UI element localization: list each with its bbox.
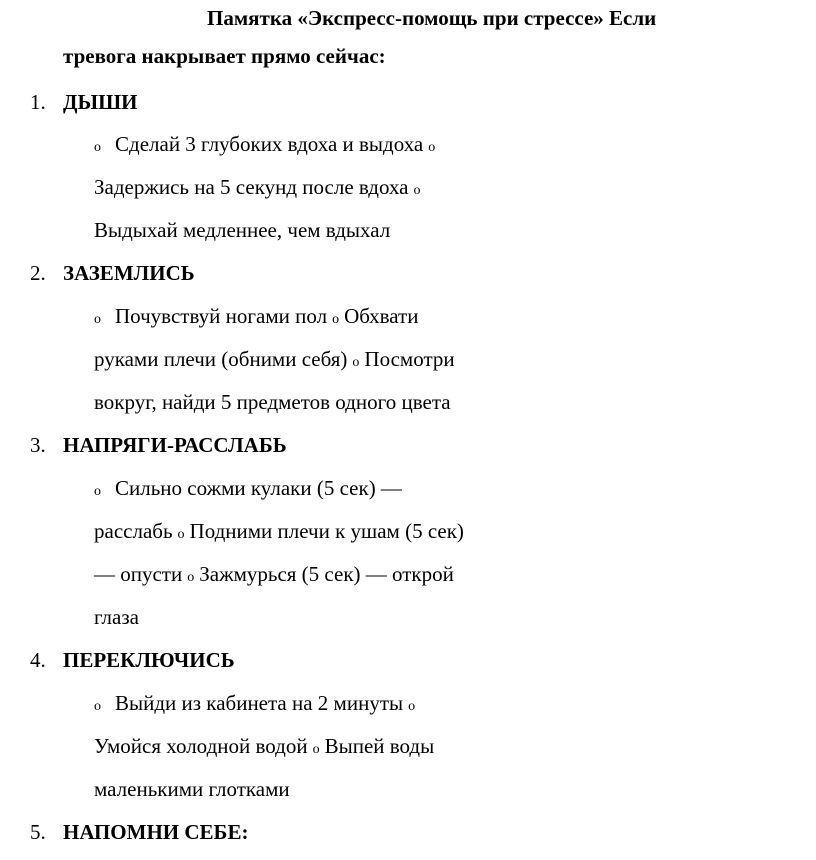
list-item-text: Выйди из кабинета на 2 минуты <box>115 691 404 715</box>
section-3-line-3 <box>94 562 454 590</box>
list-item-text: Посмотри <box>364 347 455 371</box>
section-3-line-1 <box>94 476 402 504</box>
section-2-line-2 <box>94 347 455 375</box>
section-4-line-2 <box>94 734 434 762</box>
bullet-icon: o <box>94 484 101 499</box>
bullet-icon: o <box>177 527 185 542</box>
section-1-line-3 <box>94 218 390 242</box>
list-item-text: Выдыхай медленнее, чем вдыхал <box>94 218 391 242</box>
section-2-line-1 <box>94 304 418 332</box>
bullet-icon: o <box>408 699 416 714</box>
section-1-heading: ДЫШИ <box>63 90 138 114</box>
list-item-text: Выпей воды <box>324 734 435 758</box>
bullet-icon: o <box>94 699 101 714</box>
bullet-icon: o <box>332 312 340 327</box>
section-4-line-1 <box>94 691 420 719</box>
bullet-icon: o <box>312 742 320 757</box>
section-3-heading: НАПРЯГИ-РАССЛАБЬ <box>63 433 287 457</box>
section-3-number: 3. <box>30 433 46 457</box>
section-1-number: 1. <box>30 90 46 114</box>
list-item-text: вокруг, найди 5 предметов одного цвета <box>94 390 451 414</box>
list-item-text: Почувствуй ногами пол <box>115 304 328 328</box>
bullet-icon: o <box>187 570 195 585</box>
list-item-text: маленькими глотками <box>94 777 290 801</box>
list-item-text: Сделай 3 глубоких вдоха и выдоха <box>115 132 424 156</box>
section-2-number: 2. <box>30 261 46 285</box>
list-item-text: Зажмурься (5 сек) — открой <box>199 562 454 586</box>
bullet-icon: o <box>94 140 101 155</box>
title-line-2: тревога накрывает прямо сейчас: <box>63 44 386 68</box>
bullet-icon: o <box>352 355 360 370</box>
list-item-text: расслабь <box>94 519 173 543</box>
list-item-text: руками плечи (обними себя) <box>94 347 348 371</box>
title-line-1: Памятка «Экспресс-помощь при стрессе» Если <box>207 6 657 30</box>
section-3-line-2 <box>94 519 464 547</box>
list-item-text: — опусти <box>94 562 183 586</box>
list-item-text: Подними плечи к ушам (5 сек) <box>189 519 464 543</box>
section-3-line-4 <box>94 605 139 629</box>
section-1-line-2 <box>94 175 426 203</box>
list-item-text: Обхвати <box>344 304 419 328</box>
section-4-line-3 <box>94 777 290 801</box>
list-item-text: Умойся холодной водой <box>94 734 308 758</box>
section-2-heading: ЗАЗЕМЛИСЬ <box>63 261 195 285</box>
section-1-line-1 <box>94 132 440 160</box>
bullet-icon: o <box>428 140 436 155</box>
list-item-text: Сильно сожми кулаки (5 сек) — <box>115 476 402 500</box>
bullet-icon: o <box>94 312 101 327</box>
section-4-number: 4. <box>30 648 46 672</box>
section-5-number: 5. <box>30 820 46 844</box>
section-2-line-3 <box>94 390 451 414</box>
section-4-heading: ПЕРЕКЛЮЧИСЬ <box>63 648 235 672</box>
list-item-text: глаза <box>94 605 139 629</box>
section-5-heading: НАПОМНИ СЕБЕ: <box>63 820 249 844</box>
list-item-text: Задержись на 5 секунд после вдоха <box>94 175 409 199</box>
bullet-icon: o <box>413 183 421 198</box>
